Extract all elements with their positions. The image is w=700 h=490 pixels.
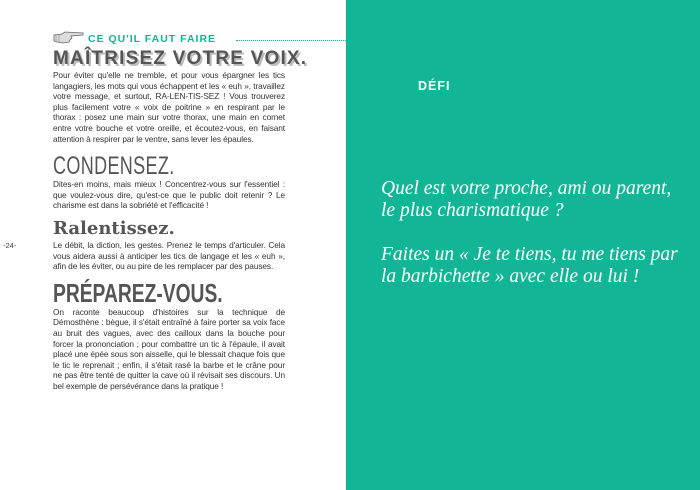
paragraph-maitrisez: Pour éviter qu'elle ne tremble, et pour vous épargner les tics langagiers, les mots qui vous échappent et les « euh », travaillez votre message, et surtout, RA-LEN-TIS-SEZ ! Vous trouverez plus facilement votre « voix de poitrine » en respirant par le thorax : posez une main sur votre thorax, une main en cornet entre votre bouche et votre oreille, et écoutez-vous, en faisant attention à respirer par le ventre, sans lever les épaules. — [53, 70, 285, 144]
challenge-block — [381, 178, 681, 288]
paragraph-ralentissez: Le débit, la diction, les gestes. Prenez le temps d'articuler. Cela vous aidera aussi à anticiper les tics de langage et les « euh », afin de les éviter, ou au pire de les remplacer par des pauses. — [53, 239, 285, 272]
paragraph-preparez: On raconte beaucoup d'histoires sur la technique de Démosthène : bègue, il s'était entraîné à faire porter sa voix face au bruit des vagues, avec des cailloux dans la bouche pour forcer la prononciation ; pour combattre un tic à l'épaule, il avait placé une épée sous son aisselle, qui le blessait chaque fois que le tic le reprenait ; enfin, il s'était rasé la barbe et le crâne pour ne pas être tenté de quitter la cave où il révisait ses discours. Un bel exemple de persévérance dans la pratique ! — [53, 306, 285, 391]
defi-label: DÉFI — [418, 79, 451, 93]
heading-preparez: PRÉPAREZ-VOUS. — [53, 277, 223, 308]
heading-maitrisez: MAÎTRISEZ VOTRE VOIX. — [53, 48, 308, 69]
heading-ralentissez: Ralentissez. — [53, 217, 175, 239]
pointing-hand-icon — [53, 31, 85, 45]
page-number: -24- — [3, 241, 17, 250]
challenge-instruction: Faites un « Je te tiens, tu me tiens par la barbichette » avec elle ou lui ! — [381, 244, 678, 287]
left-page — [0, 0, 346, 490]
paragraph-condensez: Dites-en moins, mais mieux ! Concentrez-vous sur l'essentiel : que voulez-vous dire, qu'est-ce que le public doit retenir ? Le charisme est dans la sobriété et l'efficacité ! — [53, 179, 285, 211]
dotted-divider — [236, 40, 346, 41]
challenge-question: Quel est votre proche, ami ou parent, le plus charismatique ? — [381, 178, 672, 221]
heading-condensez: CONDENSEZ. — [53, 152, 175, 181]
section-kicker: CE QU'IL FAUT FAIRE — [88, 33, 217, 45]
left-column — [53, 48, 308, 391]
